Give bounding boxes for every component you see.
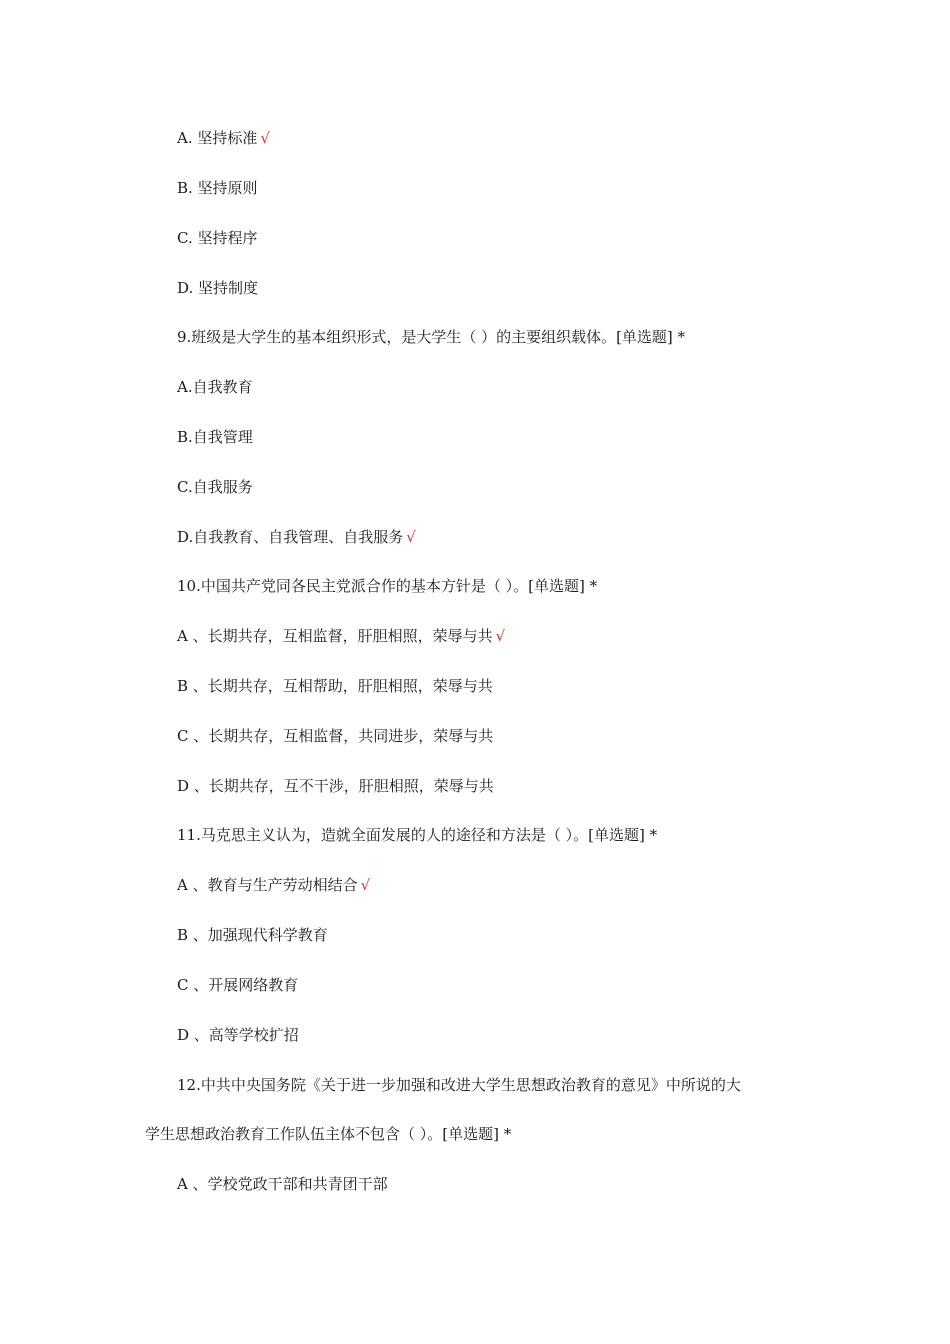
q8-option-c[interactable] <box>177 228 257 248</box>
checkmark-icon: √ <box>360 876 371 894</box>
q9-option-c[interactable] <box>177 477 253 497</box>
option-text: D. 坚持制度 <box>177 279 259 297</box>
checkmark-icon: √ <box>260 129 270 147</box>
option-text: B 、长期共存，互相帮助，肝胆相照，荣辱与共 <box>177 677 493 695</box>
option-text: B 、加强现代科学教育 <box>177 926 328 944</box>
q10-option-d[interactable] <box>177 776 494 796</box>
q12-question-line1: 12.中共中央国务院《关于进一步加强和改进大学生思想政治教育的意见》中所说的大 <box>177 1076 741 1094</box>
option-text: C.自我服务 <box>177 478 253 496</box>
option-text: D 、长期共存，互不干涉，肝胆相照，荣辱与共 <box>177 777 494 795</box>
option-text: A.自我教育 <box>177 378 253 396</box>
q10-option-b[interactable] <box>177 676 493 696</box>
option-text: C 、长期共存，互相监督，共同进步，荣辱与共 <box>177 727 494 745</box>
option-text: D.自我教育、自我管理、自我服务 <box>177 528 404 546</box>
option-text: C 、开展网络教育 <box>177 976 299 994</box>
q12-question-line2: 学生思想政治教育工作队伍主体不包含（ ）。[单选题] * <box>145 1125 512 1143</box>
q11-option-b[interactable] <box>177 925 328 945</box>
q12-option-a[interactable] <box>177 1174 388 1194</box>
q10-option-a[interactable] <box>177 626 505 646</box>
q9-option-b[interactable] <box>177 427 253 447</box>
q10-question: 10.中国共产党同各民主党派合作的基本方针是（ ）。[单选题] * <box>177 577 598 595</box>
q9-option-a[interactable] <box>177 377 253 397</box>
option-text: A 、教育与生产劳动相结合 <box>177 876 358 894</box>
q11-option-d[interactable] <box>177 1025 299 1045</box>
option-text: A 、长期共存，互相监督，肝胆相照，荣辱与共 <box>177 627 493 645</box>
q9-option-d[interactable] <box>177 527 416 547</box>
q9-question: 9.班级是大学生的基本组织形式，是大学生（ ）的主要组织载体。[单选题] * <box>177 328 686 346</box>
q11-option-c[interactable] <box>177 975 298 995</box>
option-text: A. 坚持标准 <box>177 129 258 147</box>
q10-option-c[interactable] <box>177 726 493 746</box>
checkmark-icon: √ <box>406 528 416 546</box>
q11-option-a[interactable] <box>177 875 370 895</box>
option-text: A 、学校党政干部和共青团干部 <box>177 1175 388 1193</box>
q8-option-b[interactable] <box>177 178 258 198</box>
q11-question: 11.马克思主义认为，造就全面发展的人的途径和方法是（ ）。[单选题] * <box>177 826 658 844</box>
checkmark-icon: √ <box>495 627 506 645</box>
option-text: C. 坚持程序 <box>177 229 258 247</box>
q8-option-d[interactable] <box>177 278 258 298</box>
option-text: B.自我管理 <box>177 428 253 446</box>
option-text: B. 坚持原则 <box>177 179 258 197</box>
q8-option-a[interactable] <box>177 128 270 148</box>
option-text: D 、高等学校扩招 <box>177 1026 299 1044</box>
